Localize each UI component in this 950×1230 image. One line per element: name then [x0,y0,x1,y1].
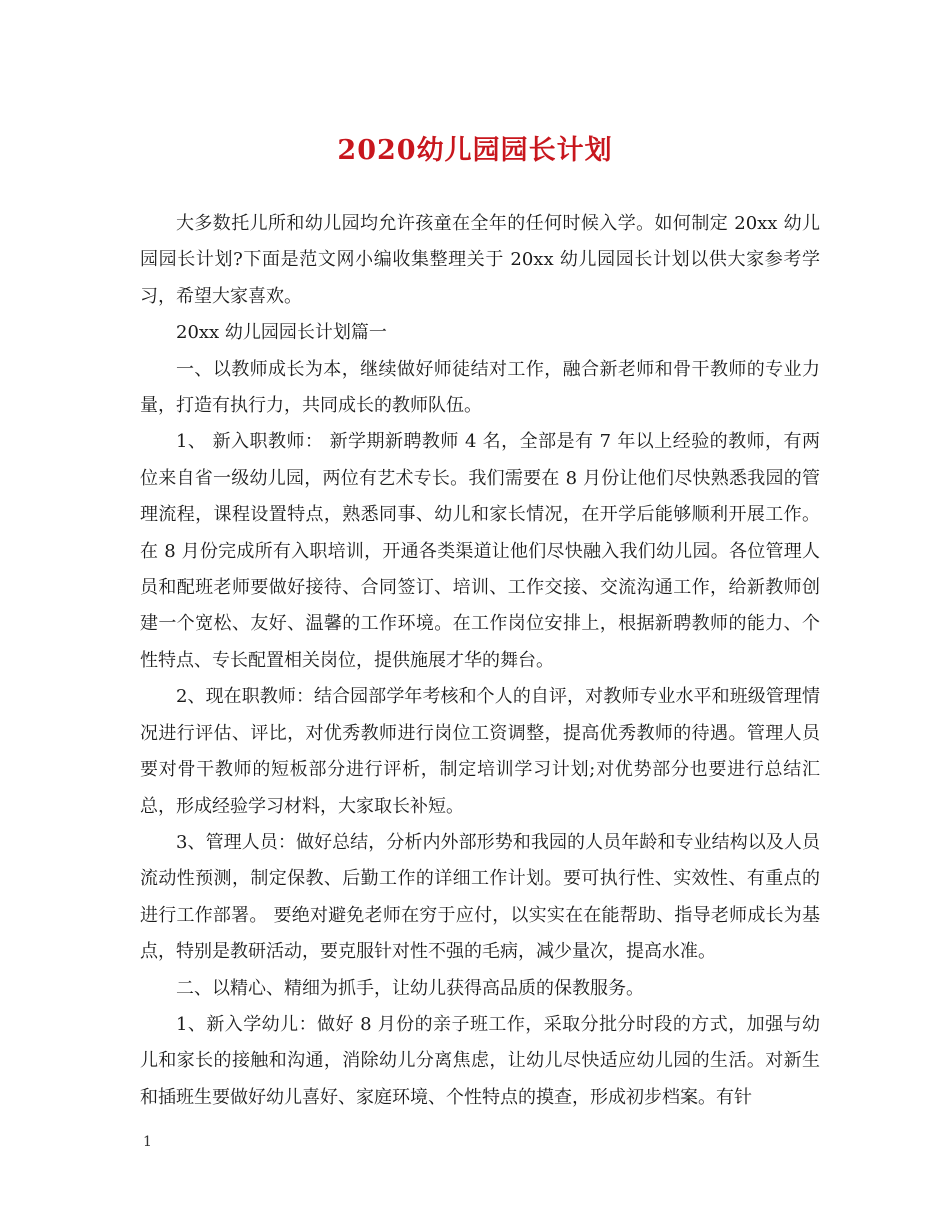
body-paragraph: 1、新入学幼儿：做好 8 月份的亲子班工作，采取分批分时段的方式，加强与幼儿和家长的接触和沟通，消除幼儿分离焦虑，让幼儿尽快适应幼儿园的生活。对新生和插班生要做好幼儿喜好、家庭环境、个性特点的摸查，形成初步档案。有针 [140,1013,820,1108]
body-paragraph: 一、以教师成长为本，继续做好师徒结对工作，融合新老师和骨干教师的专业力量，打造有执行力，共同成长的教师队伍。 [140,358,820,417]
document-title: 2020幼儿园园长计划 [337,135,613,166]
page-number: 1 [143,1134,152,1150]
body-paragraph: 3、管理人员：做好总结，分析内外部形势和我园的人员年龄和专业结构以及人员流动性预测，制定保教、后勤工作的详细工作计划。要可执行性、实效性、有重点的进行工作部署。 要绝对避免老师在穷于应付，以实实在在能帮助、指导老师成长为基点，特别是教研活动，要克服针对性不强的毛病，减少量次，提高水准。 [140,831,820,963]
body-paragraph: 2、现在职教师：结合园部学年考核和个人的自评，对教师专业水平和班级管理情况进行评估、评比，对优秀教师进行岗位工资调整，提高优秀教师的待遇。管理人员要对骨干教师的短板部分进行评析，制定培训学习计划;对优势部分也要进行总结汇总，形成经验学习材料，大家取长补短。 [140,686,820,817]
body-paragraph: 二、以精心、精细为抓手，让幼儿获得高品质的保教服务。 [176,977,644,999]
body-paragraph: 1、 新入职教师： 新学期新聘教师 4 名，全部是有 7 年以上经验的教师，有两位来自省一级幼儿园，两位有艺术专长。我们需要在 8 月份让他们尽快熟悉我园的管理流程，课程设置特点，熟悉同事、幼儿和家长情况，在开学后能够顺利开展工作。 在 8 月份完成所有入职培训，开通各类渠道让他们尽快融入我们幼儿园。各位管理人员和配班老师要做好接待、合同签订、培训、工作交接、交流沟通工作，给新教师创建一个宽松、友好、温馨的工作环境。在工作岗位安排上，根据新聘教师的能力、个性特点、专长配置相关岗位，提供施展才华的舞台。 [140,431,820,671]
document-body [140,206,820,1116]
intro-paragraph: 大多数托儿所和幼儿园均允许孩童在全年的任何时候入学。如何制定 20xx 幼儿园园长计划?下面是范文网小编收集整理关于 20xx 幼儿园园长计划以供大家参考学习，希望大家喜欢。 [140,213,820,307]
section-heading: 20xx 幼儿园园长计划篇一 [176,322,387,344]
